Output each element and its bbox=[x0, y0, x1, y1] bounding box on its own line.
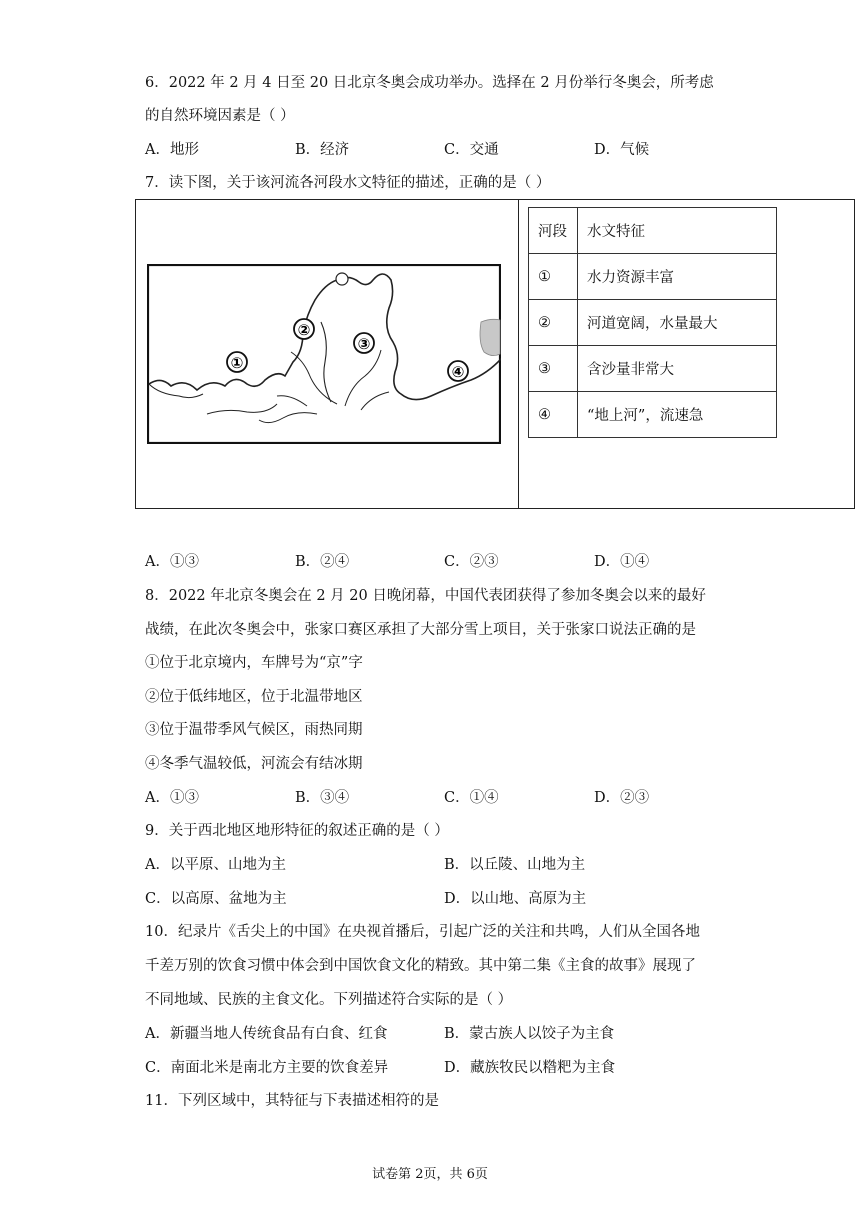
q8-option-d: D．②③ bbox=[594, 790, 650, 806]
q7-option-c: C．②③ bbox=[444, 554, 499, 570]
q6-option-a: A．地形 bbox=[145, 142, 199, 158]
table-cell-segment: ③ bbox=[529, 346, 578, 392]
q7-figure-divider bbox=[518, 199, 519, 509]
q8-stem-line1: 8．2022 年北京冬奥会在 2 月 20 日晚闭幕，中国代表团获得了参加冬奥会以来的最好 bbox=[145, 588, 706, 604]
map-label-3: ③ bbox=[357, 335, 371, 353]
q6-option-d: D．气候 bbox=[594, 142, 650, 158]
table-header-row bbox=[529, 208, 777, 254]
table-cell-segment: ② bbox=[529, 300, 578, 346]
hydrology-table bbox=[528, 207, 777, 438]
page-footer: 试卷第 2页，共 6页 bbox=[372, 1167, 488, 1182]
q8-option-b: B．③④ bbox=[295, 790, 350, 806]
table-cell-segment: ④ bbox=[529, 392, 578, 438]
map-label-4: ④ bbox=[451, 363, 465, 381]
table-row bbox=[529, 300, 777, 346]
table-cell-feature: “地上河”，流速急 bbox=[578, 392, 777, 438]
q8-option-c: C．①④ bbox=[444, 790, 499, 806]
q10-option-d: D．藏族牧民以糌粑为主食 bbox=[444, 1060, 616, 1076]
q8-stem-line2: 战绩，在此次冬奥会中，张家口赛区承担了大部分雪上项目，关于张家口说法正确的是 bbox=[145, 622, 696, 638]
q8-item-4: ④冬季气温较低，河流会有结冰期 bbox=[145, 756, 363, 772]
q9-option-a: A．以平原、山地为主 bbox=[145, 857, 286, 873]
map-label-2: ② bbox=[297, 321, 311, 339]
q8-item-2: ②位于低纬地区，位于北温带地区 bbox=[145, 689, 363, 705]
q8-item-3: ③位于温带季风气候区，雨热同期 bbox=[145, 722, 363, 738]
q7-stem: 7．读下图，关于该河流各河段水文特征的描述，正确的是（ ） bbox=[145, 175, 551, 191]
table-cell-feature: 含沙量非常大 bbox=[578, 346, 777, 392]
q10-option-a: A．新疆当地人传统食品有白食、红食 bbox=[145, 1026, 388, 1042]
table-row bbox=[529, 346, 777, 392]
q11-stem: 11．下列区域中，其特征与下表描述相符的是 bbox=[145, 1093, 439, 1109]
q7-option-a: A．①③ bbox=[145, 554, 199, 570]
q10-stem-line2: 千差万别的饮食习惯中体会到中国饮食文化的精致。其中第二集《主食的故事》展现了 bbox=[145, 958, 696, 974]
q7-option-d: D．①④ bbox=[594, 554, 650, 570]
q6-stem-line2: 的自然环境因素是（ ） bbox=[145, 108, 295, 124]
q10-option-c: C．南面北米是南北方主要的饮食差异 bbox=[145, 1060, 389, 1076]
q10-stem-line1: 10．纪录片《舌尖上的中国》在央视首播后，引起广泛的关注和共鸣，人们从全国各地 bbox=[145, 924, 700, 940]
q9-option-c: C．以高原、盆地为主 bbox=[145, 891, 287, 907]
table-header-segment: 河段 bbox=[529, 208, 578, 254]
table-header-feature: 水文特征 bbox=[578, 208, 777, 254]
q7-option-b: B．②④ bbox=[295, 554, 350, 570]
q10-option-b: B．蒙古族人以饺子为主食 bbox=[444, 1026, 615, 1042]
q9-stem: 9．关于西北地区地形特征的叙述正确的是（ ） bbox=[145, 823, 449, 839]
table-cell-segment: ① bbox=[529, 254, 578, 300]
q6-option-c: C．交通 bbox=[444, 142, 499, 158]
table-row bbox=[529, 254, 777, 300]
q6-stem-line1: 6．2022 年 2 月 4 日至 20 日北京冬奥会成功举办。选择在 2 月份举行冬奥会，所考虑 bbox=[145, 75, 714, 91]
table-row bbox=[529, 392, 777, 438]
q9-option-b: B．以丘陵、山地为主 bbox=[444, 857, 586, 873]
table-cell-feature: 水力资源丰富 bbox=[578, 254, 777, 300]
q8-option-a: A．①③ bbox=[145, 790, 199, 806]
q9-option-d: D．以山地、高原为主 bbox=[444, 891, 587, 907]
table-cell-feature: 河道宽阔，水量最大 bbox=[578, 300, 777, 346]
q8-item-1: ①位于北京境内，车牌号为“京”字 bbox=[145, 655, 363, 671]
q10-stem-line3: 不同地域、民族的主食文化。下列描述符合实际的是（ ） bbox=[145, 992, 513, 1008]
q6-option-b: B．经济 bbox=[295, 142, 350, 158]
river-map bbox=[147, 264, 501, 444]
map-label-1: ① bbox=[230, 354, 244, 372]
